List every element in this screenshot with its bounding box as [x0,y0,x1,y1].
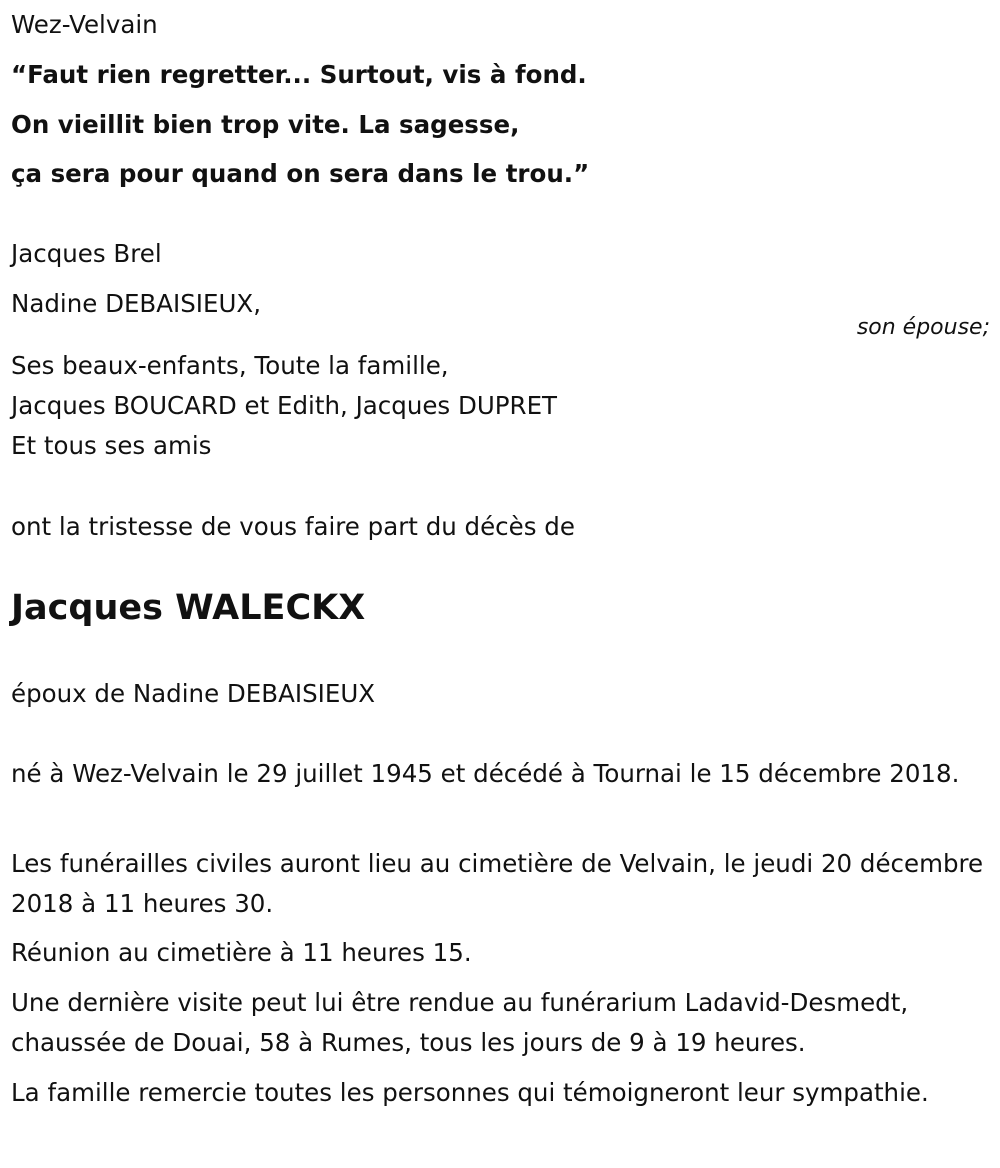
location-line: Wez-Velvain [11,10,158,39]
announcement-intro: ont la tristesse de vous faire part du décès de [11,512,575,541]
deceased-name: Jacques WALECKX [11,588,366,628]
quote-line-1: “Faut rien regretter... Surtout, vis à fond. [11,60,587,89]
quote-author: Jacques Brel [11,239,162,268]
spouse-name: Nadine DEBAISIEUX, [11,289,261,318]
spouse-role: son épouse; [856,315,990,340]
visit-paragraph: Une dernière visite peut lui être rendue au funérarium Ladavid-Desmedt, chaussée de Douai, 58 à Rumes, tous les jours de 9 à 19 heures. [11,988,909,1057]
quote-line-3: ça sera pour quand on sera dans le trou.” [11,159,590,188]
family-line-1: Ses beaux-enfants, Toute la famille, [11,351,449,380]
quote-line-2: On vieillit bien trop vite. La sagesse, [11,110,520,139]
spouse-relation: époux de Nadine DEBAISIEUX [11,679,376,708]
family-line-2: Jacques BOUCARD et Edith, Jacques DUPRET [11,391,558,420]
family-line-3: Et tous ses amis [11,431,212,460]
thanks-paragraph: La famille remercie toutes les personnes qui témoigneront leur sympathie. [11,1078,929,1107]
birth-death-paragraph: né à Wez-Velvain le 29 juillet 1945 et décédé à Tournai le 15 décembre 2018. [11,759,960,788]
meeting-paragraph: Réunion au cimetière à 11 heures 15. [11,938,472,967]
funeral-paragraph: Les funérailles civiles auront lieu au cimetière de Velvain, le jeudi 20 décembre 2018 à 11 heures 30. [11,849,984,918]
